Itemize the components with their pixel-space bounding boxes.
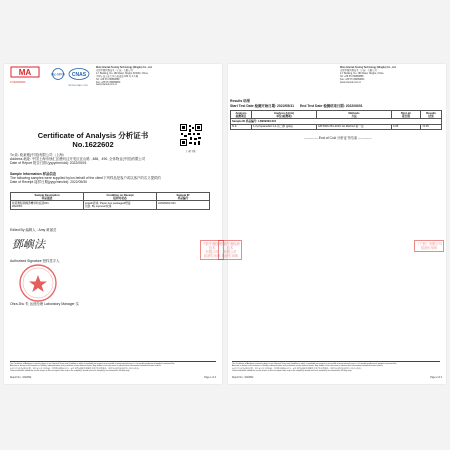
footer-text: Attention is drawn to the limitation of liability, indemnification and jurisdiction issues defined therein. Any holder of this document is advised that information contained hereon reflects [10, 365, 161, 368]
start-test-date: Start Test Date 检测开始日期: 2022/05/31 [230, 104, 295, 108]
sample-info-block [10, 172, 215, 185]
qr-code-icon [180, 124, 202, 146]
sample-description-cell: 欧莱雅赋颜臻养精华粉底液#01 2022/6/1 [11, 201, 84, 209]
footer-block [10, 363, 216, 373]
company-phone: Tel: +86 574 86868888 [96, 78, 120, 81]
company-website: www.intertek.com.cn [96, 84, 118, 87]
recipient-block [10, 153, 215, 166]
recipient-address: Address 地址: 中国上海市徐汇区漕河泾开发区宜山路 , 488、490, 全体物业(中国)有限公司 [10, 157, 146, 162]
end-test-date: End Test Date 检测结束日期: 2022/06/01 [300, 104, 363, 108]
cma-number: 171220340640 [10, 82, 26, 84]
sample-id-cell: LR909303-001 [157, 201, 210, 209]
cma-logo-text: MA [18, 68, 32, 77]
cma-logo [10, 66, 40, 84]
sample-info-heading: Sample Information 样品信息 [10, 172, 57, 176]
handwritten-signature: 鄧嶼法 [12, 238, 45, 251]
sample-info-text: The following samples were supplied by/on behalf of the client下列样品是客户或以客户的名义提供的 [10, 176, 161, 181]
edited-by: Edited By 编辑人 : Amy 黄丽芸 [10, 228, 57, 232]
condition-cell: Liquid/液体, Paper box packaged/纸盒 包装, By express/快递 [84, 201, 157, 209]
footer-divider [10, 361, 216, 362]
table-row [11, 201, 210, 209]
recipient-to: To 致: 欧莱雅(中国)有限公司（上海） [10, 153, 67, 157]
report-number: Report No.: 1622602 [232, 377, 254, 379]
column-header-sample-id: Sample ID 样品编号 [157, 193, 210, 201]
method-cell: GB 5009.251-2016 1st Method 第一法 [317, 124, 392, 129]
report-limit-cell: 0.05 [392, 124, 421, 129]
column-header-analysis: Analysis 检测项目 [231, 111, 252, 119]
footer-text: The Certificate of Analysis is issued subject to our General Terms and Conditions, which is available on request or accessible at www.intertek.com.cn. Our quality professional analysts assessed the [10, 363, 175, 365]
footer-text: Attention is drawn to the limitation of liability, indemnification and jurisdiction issues defined therein. Any holder of this document is advised that information contained hereon reflects [232, 365, 383, 368]
company-block [340, 67, 442, 84]
analysis-code-cell: N.K. [231, 124, 252, 129]
company-name-cn: 无锡华测检测技术（宁波）有限公司 [96, 69, 133, 72]
laboratory-manager: Ohra Zhu 朱 运营经理 Laboratory Manager 实 [10, 302, 79, 306]
column-header-report-limit: Rpt Lim 报告限 [392, 111, 421, 119]
footer-text: Unless otherwise stated the results shown in this test report refer only to the sample(s) tested and such sample(s) are retained for 30 days only. [232, 370, 352, 373]
column-header-condition: Condition on Receipt 接样时状态 [84, 193, 157, 201]
inspection-stamp: （宁波）有限公司 检测专用章 [414, 240, 444, 252]
title-block [28, 131, 158, 149]
company-address-line: 2-7 Building, No. 189 Road, Ningbo, China [340, 72, 384, 75]
results-heading: Results 结果 [230, 99, 250, 103]
footer-text: Unless otherwise stated the results shown in this test report refer only to the sample(s) tested and such sample(s) are retained for 30 days only. [10, 370, 130, 373]
qr-code [180, 124, 202, 153]
document-title: Certificate of Analysis 分析证书 [37, 131, 149, 140]
qr-caption: 扫码下载 [186, 151, 196, 153]
page-number: Page 2 of 2 [430, 377, 442, 379]
report-number: Report No.: 1622602 [10, 377, 32, 379]
company-website: www.intertek.com.cn [340, 81, 362, 84]
test-dates [230, 104, 442, 108]
end-of-coa: ------------ End of CoA 分析证书结束 ------------ [304, 136, 372, 140]
column-header-units: Analysis (Units) 单位(检测项) [252, 111, 317, 119]
inspection-stamp: 宁波华测检测技术 有限公司 检测专用章 [218, 240, 242, 260]
analysis-units-cell: 1,2-propanediol 1,2-丙二醇 (g/kg) [252, 124, 317, 129]
column-header-description: Sample Description 样品描述 [11, 193, 84, 201]
company-seal-icon [18, 263, 58, 303]
company-phone: Tel: +86 574 86868888 [340, 75, 364, 78]
sample-table [10, 192, 210, 210]
certificate-page-1 [4, 64, 222, 384]
result-cell: <0.05 [421, 124, 442, 129]
receipt-date: Date of Receipt 接样日期(yyyy/mm/dd): 2022/05/30 [10, 180, 88, 185]
certificate-number: No.1622602 [72, 140, 114, 149]
cnas-logo [68, 67, 90, 87]
ilac-logo-text: ilac-MRA [50, 72, 66, 77]
company-name-cn: 无锡华测检测技术（宁波）有限公司 [340, 69, 377, 72]
footer-block [232, 363, 440, 373]
results-table [230, 110, 442, 130]
inspection-stamp: 宁波华测检测技术 有限公司 检测专用章 [200, 240, 224, 260]
sample-id-label: Sample ID 样品编号: LR909303-001 [231, 119, 442, 124]
column-header-results: Results 结果 [421, 111, 442, 119]
authorised-signature-label: Authorised Signature 授权签字人 [10, 259, 60, 263]
company-name-en: Wuxi Intertek Testing Technology (Ningbo) Co., Ltd. [340, 67, 397, 69]
report-date: Date of Report 报告日期 (yyyy/mm/dd): 2022/05/01 [10, 161, 87, 166]
table-row [231, 124, 442, 129]
footer-text: 本证书只对送检样品负责，未经本公司书面同意，不得部分复制本证书。本证书的检测结果仅适用于客户提供的样品，如有异议请于收到报告后15日内提出。 [232, 367, 363, 370]
cnas-number: TESTING CNAS L17196 [68, 85, 88, 87]
table-header-row [231, 111, 442, 119]
company-address-line: 中国宁波市北仑区小港街道 189 号 2-7 幢 [96, 75, 138, 78]
table-header-row [11, 193, 210, 201]
footer-divider [232, 361, 440, 362]
certificate-page-2 [220, 64, 446, 384]
company-fax: Fax: +86 574 86868800 [96, 81, 121, 84]
footer-text: The Certificate of Analysis is issued subject to our General Terms and Conditions, which is available on request or accessible at www.intertek.com.cn. Our quality professional analysts assessed the [232, 363, 397, 365]
company-address-line: 2-7 Building, No. 189 Road, Ningbo 315000, China [96, 72, 148, 75]
company-name-en: Wuxi Intertek Testing Technology (Ningbo) Co., Ltd. [96, 67, 153, 69]
column-header-methods: Methods 方法 [317, 111, 392, 119]
page-number: Page 1 of 2 [204, 377, 216, 379]
company-block [96, 67, 218, 87]
ilac-logo [50, 67, 66, 79]
cnas-logo-text: CNAS [71, 71, 87, 78]
footer-text: 本证书只对送检样品负责，未经本公司书面同意，不得部分复制本证书。本证书的检测结果仅适用于客户提供的样品，如有异议请于收到报告后15日内提出。 [10, 367, 141, 370]
company-fax: Fax: +86 574 86868800 [340, 78, 365, 81]
